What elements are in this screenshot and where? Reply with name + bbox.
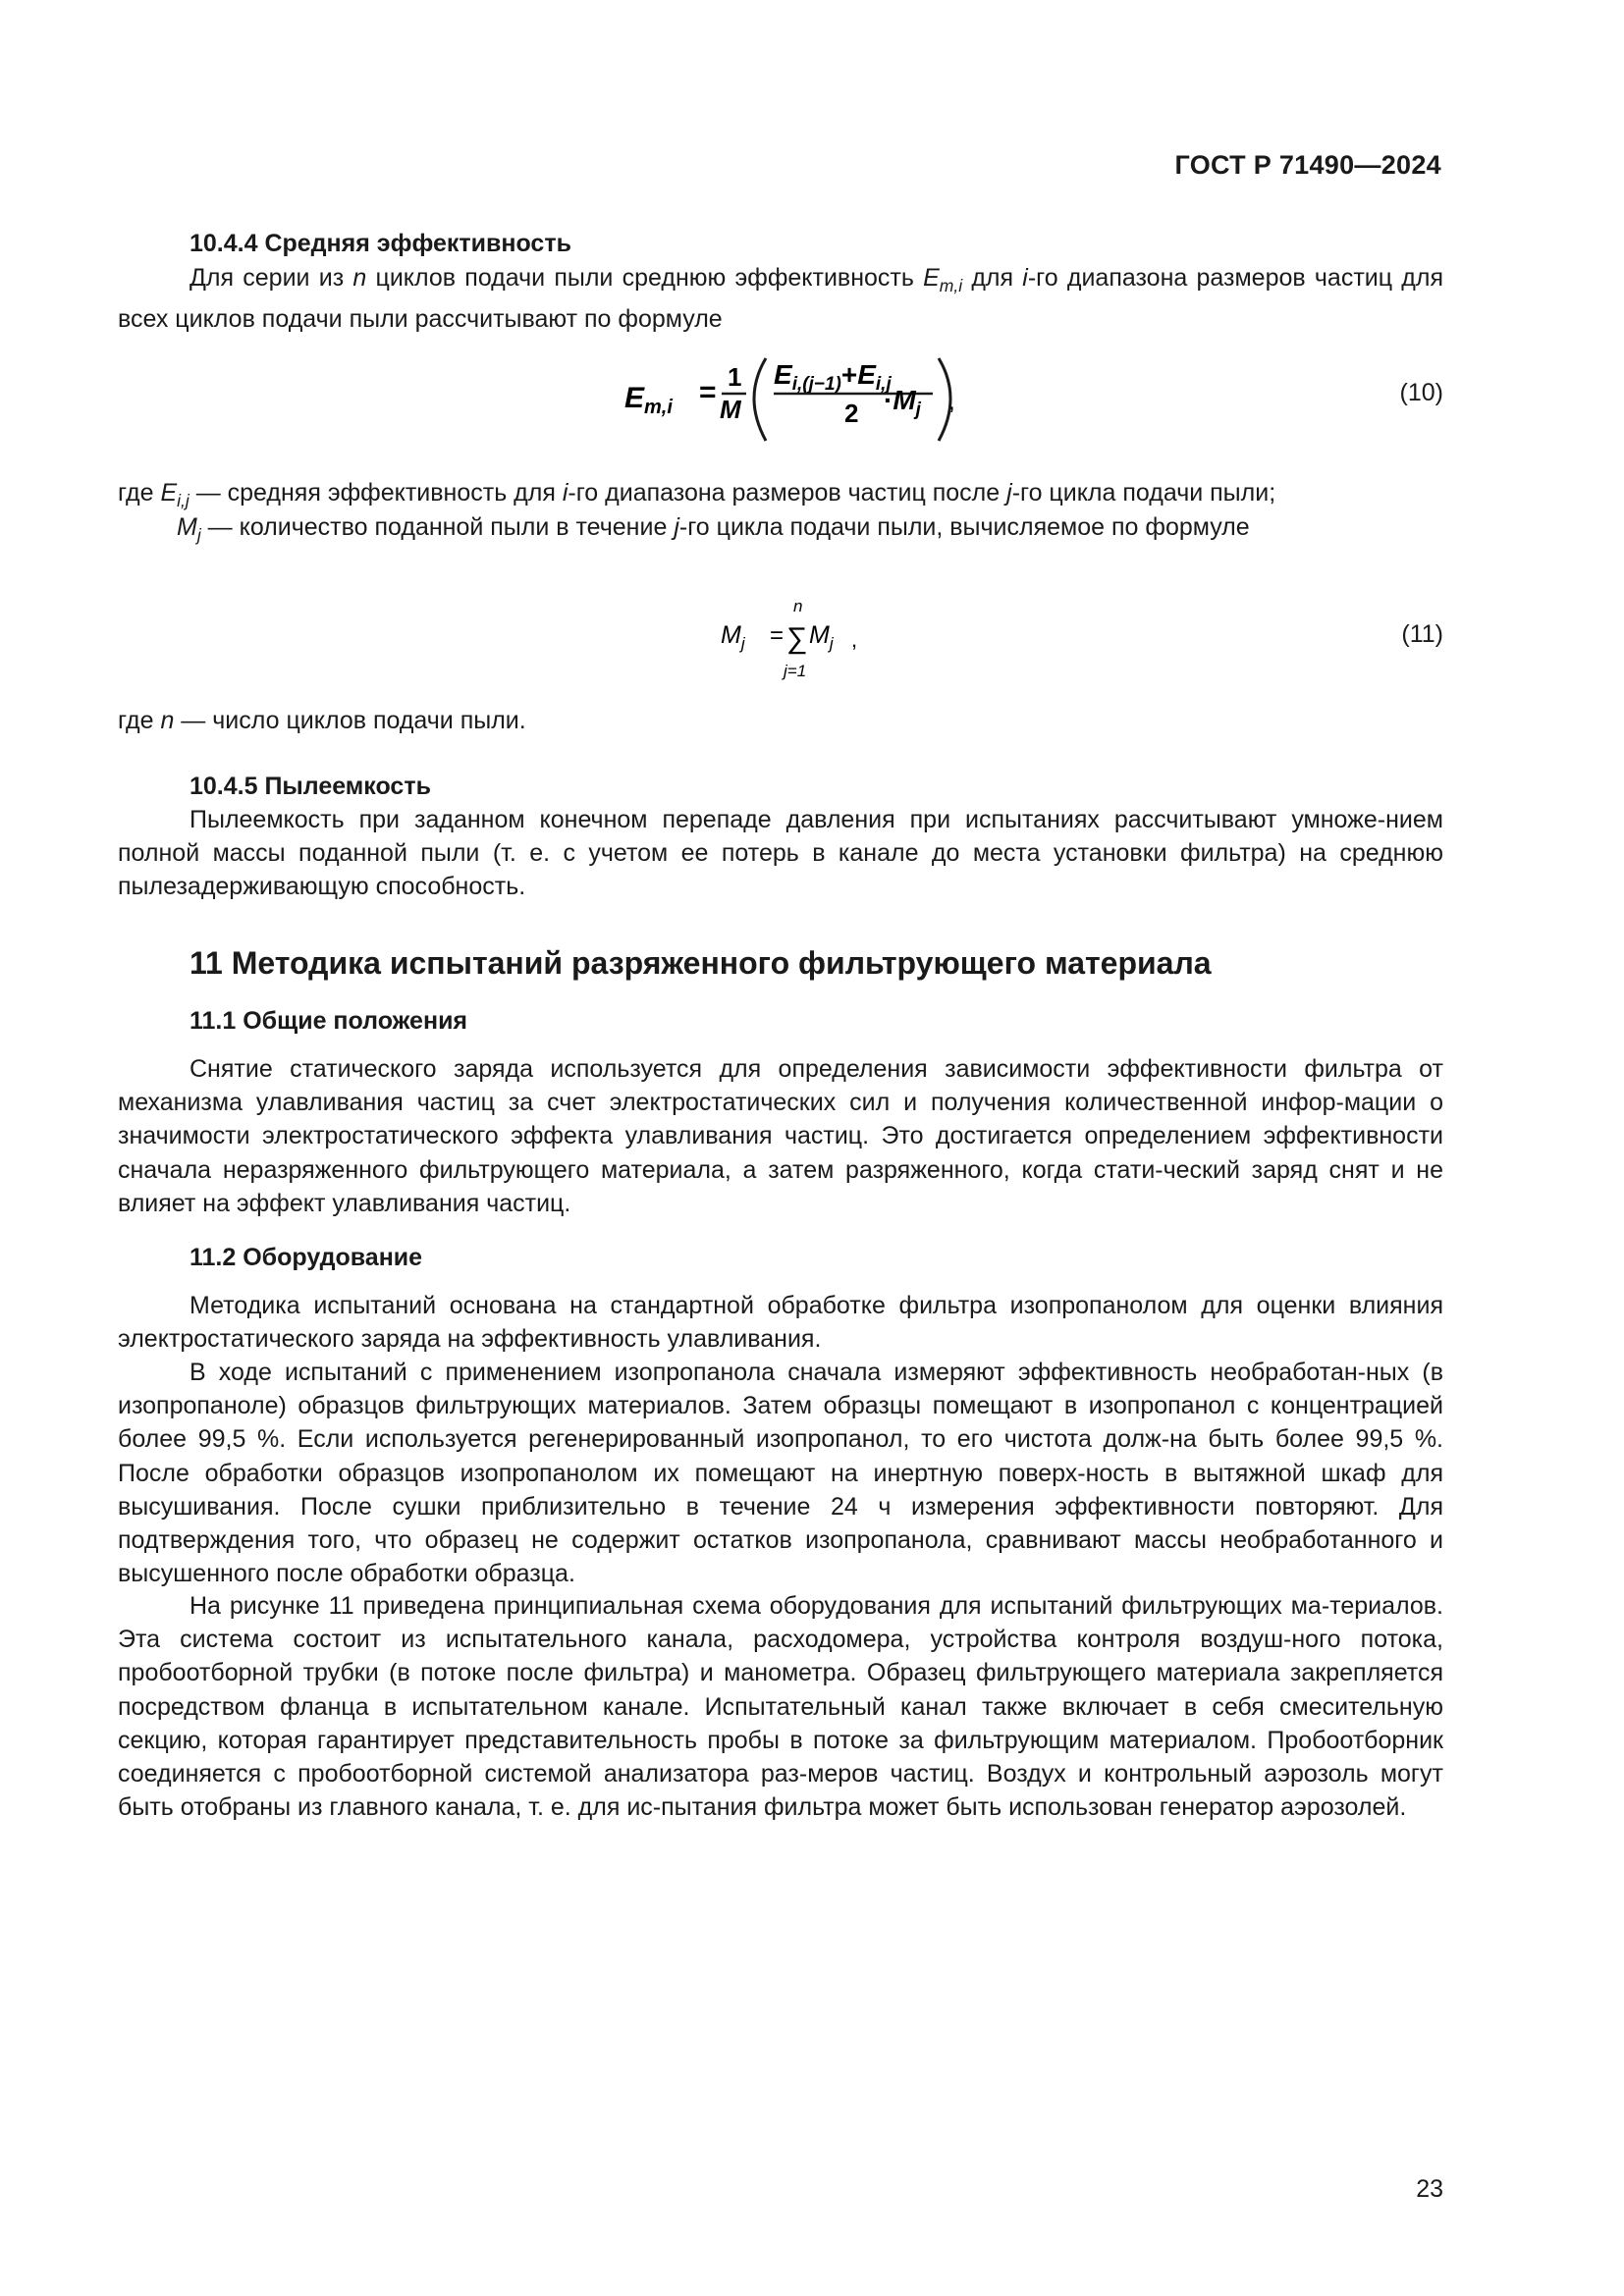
heading-10-4-5: 10.4.5 Пылеемкость [189,773,431,800]
formula-11-comma: , [851,627,858,652]
formula-10-comma: , [948,389,955,415]
formula-11 [707,589,874,687]
heading-10-4-4: 10.4.4 Средняя эффективность [189,230,571,257]
paragraph-10-4-5: Пылеемкость при заданном конечном перепаде давления при испытаниях рассчитывают умноже-нием полной массы поданной пыли (т. е. с учетом ее потерь в канале до места установки фильтра) на среднюю пылезадерживающую способность. [118,806,1443,901]
formula-10-lhs: $E_{m,i}$ [624,382,673,418]
formula-11-sigma: ∑ [786,622,808,655]
heading-section-11: 11 Методика испытаний разряженного фильтрующего материала [189,945,1212,981]
formula-11-upper-limit: n [793,597,803,615]
paragraph-10-4-4-intro: Для серии из n циклов подачи пыли среднюю эффективность $E_{m,i}$ для i-го диапазона размеров частиц для всех циклов подачи пыли рассчитывают по формуле [118,264,1443,334]
paragraph-11-2-1: Методика испытаний основана на стандартной обработке фильтра изопропанолом для оценки влияния электростатического заряда на эффективность улавливания. [118,1292,1443,1354]
page-number: 23 [1416,2175,1443,2203]
where-line-mj: $M_j$ — количество поданной пыли в течение j-го цикла подачи пыли, вычисляемое по формуле [177,513,1250,545]
formula-10-denominator-m: M [720,395,741,424]
formula-10-numerator: $E_{i,(j-1)}+E_{i,j}$ [774,359,892,395]
formula-10-mj: $\cdot M_j$ [884,385,921,420]
where-line-n: где n — число циклов подачи пыли. [118,707,526,734]
equation-10-number: (10) [1399,379,1443,406]
heading-11-1: 11.1 Общие положения [189,1007,468,1035]
heading-11-2: 11.2 Оборудование [189,1244,423,1271]
where-line-eij: где $E_{i,j}$ — средняя эффективность для i-го диапазона размеров частиц после j-го цикла подачи пыли; [118,479,1276,510]
formula-10-one: 1 [728,362,742,392]
formula-10-denominator-two: 2 [844,399,859,428]
equation-11-number: (11) [1401,620,1443,648]
formula-11-rhs: $M_j$ [809,621,834,653]
paragraph-11-2-3: На рисунке 11 приведена принципиальная схема оборудования для испытаний фильтрующих ма-териалов. Эта система состоит из испытательного канала, расходомера, устройства контроля воздуш-ного потока, пробоотборной трубки (в потоке после фильтра) и манометра. Образец фильтрующего материала закрепляется посредством фланца в испытательном канале. Испытательный канал также включает в себя смесительную секцию, которая гарантирует представительность пробы в потоке за фильтрующим материалом. Пробоотборник соединяется с пробоотборной системой анализатора раз-меров частиц. Воздух и контрольный аэрозоль могут быть отобраны из главного канала, т. е. для ис-пытания фильтра может быть использован генератор аэрозолей. [118,1592,1443,1822]
paragraph-11-2-2: В ходе испытаний с применением изопропанола сначала измеряют эффективность необработан-ных (в изопропаноле) образцов фильтрующих материалов. Затем образцы помещают в изопропанол с концентрацией более 99,5 %. Если используется регенерированный изопропанол, то его чистота долж-на быть более 99,5 %. После обработки образцов изопропанолом их помещают на инертную поверх-ность в вытяжной шкаф для высушивания. После сушки приблизительно в течение 24 ч измерения эффективности повторяют. Для подтверждения того, что образец не содержит остатков изопропанола, сравнивают массы необработанного и высушенного после обработки образца. [118,1359,1443,1588]
paragraph-11-1: Снятие статического заряда используется для определения зависимости эффективности фильтра от механизма улавливания частиц за счет электростатических сил и получения количественной инфор-мации о значимости электростатического эффекта улавливания частиц. Это достигается определением эффективности сначала неразряженного фильтрующего материала, а затем разряженного, когда стати-ческий заряд снят и не влияет на эффект улавливания частиц. [118,1055,1443,1217]
formula-11-lhs: $M_j$ [721,621,745,653]
document-id: ГОСТ Р 71490—2024 [1174,150,1441,180]
formula-10-left-paren [754,358,766,441]
formula-10-equals: = [699,376,717,408]
formula-11-lower-limit: j=1 [784,662,807,680]
formula-11-equals: = [770,622,785,649]
formula-10 [609,348,962,452]
